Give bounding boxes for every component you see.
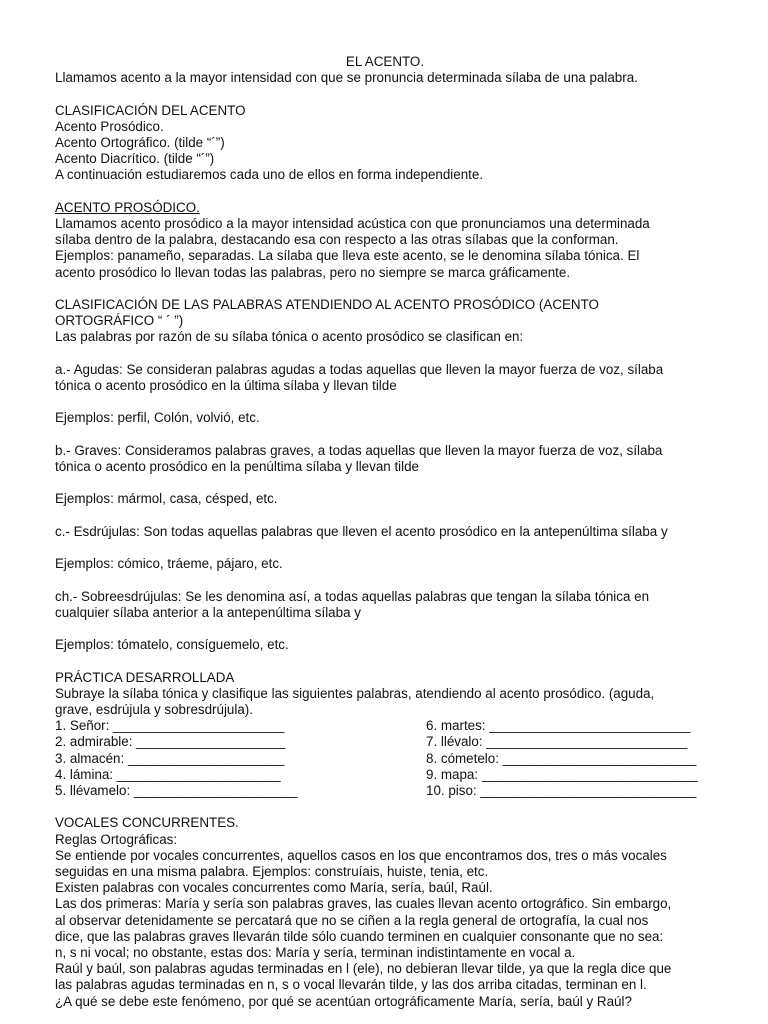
clasif-palabras-heading: ORTOGRÁFICO “ ´ ”) [55, 313, 184, 329]
agudas-line: a.- Agudas: Se consideran palabras agudas a todas aquellas que lleven la mayor fuerza de voz, sílaba [55, 361, 664, 377]
clasificacion-heading: CLASIFICACIÓN DEL ACENTO [55, 102, 246, 118]
vocales-line: n, s ni vocal; no obstante, estas dos: María y sería, terminan indistintamente en vocal a. [55, 944, 576, 960]
vocales-line: Se entiende por vocales concurrentes, aquellos casos en los que encontramos dos, tres o más vocales [55, 847, 667, 863]
vocales-line: seguidas en una misma palabra. Ejemplos: construíais, huiste, tenia, etc. [55, 863, 489, 879]
sobreesdrujulas-line: ch.- Sobreesdrújulas: Se les denomina así, a todas aquellas palabras que tengan la sílaba tónica en [55, 588, 650, 604]
vocales-line: dice, que las palabras graves llevarán tilde sólo cuando terminen en cualquier consonante que no sea: [55, 928, 664, 944]
agudas-line: tónica o acento prosódico en la última sílaba y llevan tilde [55, 378, 397, 393]
vocales-line: al observar detenidamente se percatará que no se ciñen a la regla general de ortografía, la cual nos [55, 912, 649, 928]
prosodico-line: sílaba dentro de la palabra, destacando esa con respecto a las otras sílabas que la conforman. [55, 232, 619, 248]
vocales-line: Las dos primeras: María y sería son palabras graves, las cuales llevan acento ortográfico. Sin embargo, [55, 896, 672, 912]
practica-exercise-grid [55, 718, 715, 799]
exercise-item: 6. martes: ___________________________ [426, 718, 691, 734]
clasificacion-item: Acento Prosódico. [55, 118, 164, 134]
clasif-palabras-heading: CLASIFICACIÓN DE LAS PALABRAS ATENDIENDO AL ACENTO PROSÓDICO (ACENTO [55, 297, 599, 312]
vocales-line: ¿A qué se debe este fenómeno, por qué se acentúan ortográficamente María, sería, baúl y Raúl? [55, 993, 632, 1009]
practica-instructions: Subraye la sílaba tónica y clasifique las siguientes palabras, atendiendo al acento prosódico. (aguda, [55, 685, 655, 701]
sobreesdrujulas-line: cualquier sílaba anterior a la antepenúltima sílaba y [55, 604, 361, 620]
graves-examples: Ejemplos: mármol, casa, césped, etc. [55, 491, 278, 507]
agudas-examples: Ejemplos: perfil, Colón, volvió, etc. [55, 410, 260, 426]
graves-line: b.- Graves: Consideramos palabras graves, a todas aquellas que lleven la mayor fuerza de voz, sílaba [55, 442, 663, 458]
exercise-item: 4. lámina: ______________________ [55, 766, 281, 782]
vocales-line: Raúl y baúl, son palabras agudas terminadas en l (ele), no debieran llevar tilde, ya que la regla dice que [55, 961, 672, 977]
prosodico-line: acento prosódico lo llevan todas las palabras, pero no siempre se marca gráficamente. [55, 264, 571, 280]
clasificacion-item: Acento Diacrítico. (tilde “´”) [55, 151, 215, 167]
exercise-item: 10. piso: _____________________________ [426, 782, 697, 798]
page-title: EL ACENTO. [345, 54, 425, 69]
prosodico-line: Llamamos acento prosódico a la mayor intensidad acústica con que pronunciamos una determinada [55, 216, 650, 231]
exercise-item: 1. Señor: _______________________ [55, 718, 285, 734]
esdrujulas-examples: Ejemplos: cómico, tráeme, pájaro, etc. [55, 556, 283, 572]
exercise-item: 7. llévalo: ___________________________ [426, 734, 688, 750]
esdrujulas-line: c.- Esdrújulas: Son todas aquellas palabras que lleven el acento prosódico en la antepenúltima sílaba y [55, 523, 668, 539]
document-body [55, 54, 715, 1010]
prosodico-heading: ACENTO PROSÓDICO. [55, 199, 200, 215]
exercise-item: 9. mapa: _____________________________ [426, 766, 698, 782]
graves-line: tónica o acento prosódico en la penúltima sílaba y llevan tilde [55, 458, 420, 474]
exercise-item: 5. llévamelo: ______________________ [55, 782, 298, 798]
exercise-item: 2. admirable: ____________________ [55, 734, 286, 750]
practica-left-column [55, 718, 426, 799]
vocales-line: Existen palabras con vocales concurrentes como María, sería, baúl, Raúl. [55, 880, 493, 896]
exercise-item: 8. cómetelo: __________________________ [426, 750, 697, 766]
intro-paragraph: Llamamos acento a la mayor intensidad con que se pronuncia determinada sílaba de una palabra. [55, 70, 638, 86]
vocales-heading: VOCALES CONCURRENTES. [55, 815, 239, 831]
practica-right-column [426, 718, 715, 799]
clasificacion-item: Acento Ortográfico. (tilde “´”) [55, 135, 225, 150]
clasif-palabras-intro: Las palabras por razón de su sílaba tónica o acento prosódico se clasifican en: [55, 329, 524, 345]
practica-heading: PRÁCTICA DESARROLLADA [55, 669, 235, 685]
vocales-line: las palabras agudas terminadas en n, s o vocal llevarán tilde, y las dos arriba citadas, terminan en l. [55, 977, 647, 993]
sobreesdrujulas-examples: Ejemplos: tómatelo, consíguemelo, etc. [55, 637, 289, 653]
vocales-subheading: Reglas Ortográficas: [55, 831, 178, 847]
prosodico-line: Ejemplos: panameño, separadas. La sílaba que lleva este acento, se le denomina sílaba tónica. El [55, 248, 640, 264]
practica-instructions: grave, esdrújula y sobresdrújula). [55, 701, 253, 717]
exercise-item: 3. almacén: _____________________ [55, 750, 285, 766]
clasificacion-note: A continuación estudiaremos cada uno de ellos en forma independiente. [55, 167, 484, 183]
